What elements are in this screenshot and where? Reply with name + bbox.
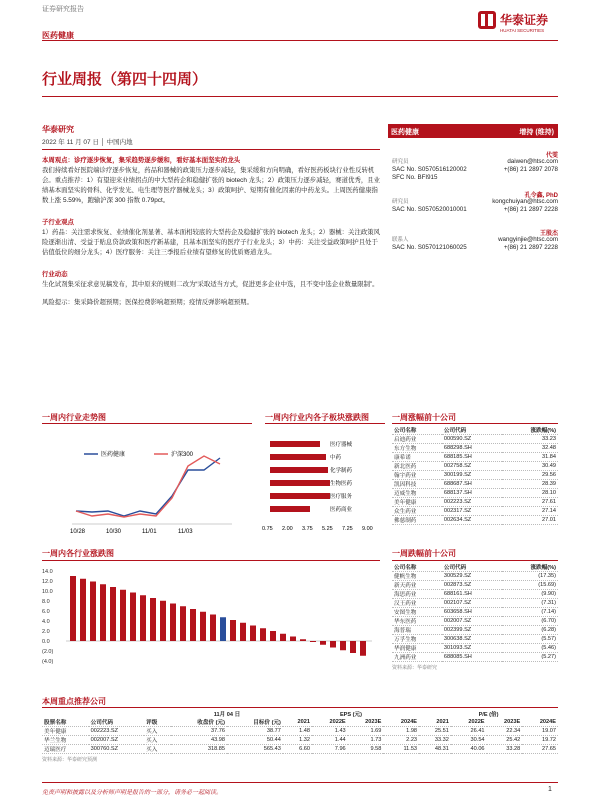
industry-bar: [230, 620, 236, 641]
industry-bar: [350, 641, 356, 653]
table-row: 众生药业 002317.SZ 27.14: [394, 508, 556, 515]
sub-text: 1）药品：关注需求恢复、业绩催化剂显著、基本面相较底的大型药企及稳健扩张的 biotech 龙头；2）器械：关注政策风险逐渐出清、受益于贴息贷款政策和医疗新基建，且基本面坚实的医疗子行业龙头；3）中药：关注受益政策呵护且处于估值低位的细分龙头；4）医疗服务：关注三季报后业绩有望修复的优质赛道龙头。: [42, 229, 381, 256]
bar: [270, 454, 326, 460]
gainers-table: [392, 426, 558, 525]
table-row: 健帆生物 300529.SZ (17.35): [394, 573, 556, 580]
industry-bar: [120, 590, 126, 641]
x-tick-label: 7.25: [342, 526, 353, 532]
losers-rule: [392, 560, 558, 561]
view-heading: 本周观点：诊疗逐步恢复，集采趋势逐步缓和，看好基本面坚实的龙头: [42, 157, 241, 164]
industry-bar: [110, 587, 116, 641]
line-chart: [42, 426, 252, 536]
bar: [270, 480, 330, 486]
category-label: 医药商业: [330, 507, 353, 513]
series-line-2: [76, 456, 220, 517]
analyst-email: daiwen@htsc.com: [507, 158, 558, 165]
table-row: 九洲药业 688085.SH (5.27): [394, 654, 556, 661]
pe-label: P/E (倍): [478, 712, 499, 718]
bar: [270, 441, 320, 447]
analyst-email: wangyinjie@htsc.com: [498, 236, 558, 243]
losers-table: [392, 563, 558, 671]
analyst-role: 研究员: [392, 159, 409, 165]
x-tick-label: 9.00: [362, 526, 373, 532]
footer-disclaimer: 免责声明和披露以及分析师声明是报告的一部分，请务必一起阅读。: [42, 790, 223, 796]
industry-bar: [200, 612, 206, 641]
col-header: 2023E: [365, 719, 382, 725]
col-header: 公司名称: [394, 565, 417, 571]
x-tick-label: 10/28: [70, 529, 86, 535]
table-row: 佛慈制药 002634.SZ 27.01: [394, 517, 556, 524]
industry-bar: [160, 601, 166, 641]
col-header: 2021: [436, 719, 449, 725]
industry-bar: [100, 584, 106, 641]
table-row: 启迪药业 000590.SZ 33.23: [394, 436, 556, 443]
table-row: 华润健康 301093.SZ (5.46): [394, 645, 556, 652]
table-row: 东方生物 688298.SH 32.48: [394, 445, 556, 452]
analyst-name: 孔令鑫, PhD: [524, 193, 558, 199]
table-row: 华兰生物 002007.SZ 买入 43.98 50.44 1.32 1.44 1.73 2.23 33.32 30.54 25.42 19.72: [44, 737, 556, 744]
industry-bar: [250, 626, 256, 642]
col-header: 收盘价 (元): [197, 720, 225, 726]
industry-bar: [330, 641, 336, 648]
industry-bar: [310, 641, 316, 642]
analyst-sac: SAC No. S0570516120002: [392, 166, 467, 173]
col-header: 公司代码: [443, 428, 467, 434]
risk-text: 风险提示：集采降价超预期；医保控费影响超预期；疫情反弹影响超预期。: [42, 299, 253, 306]
x-tick-label: 3.75: [302, 526, 313, 532]
industry-bar: [70, 576, 76, 641]
col-header: 2024E: [400, 719, 418, 725]
table-row: 安图生物 603658.SH (7.14): [394, 609, 556, 616]
table-row: 新北医药 002758.SZ 30.49: [394, 463, 556, 470]
x-tick-label: 10/30: [106, 529, 122, 535]
y-tick-label: 12.0: [42, 579, 53, 585]
y-tick-label: 14.0: [42, 569, 53, 575]
subsector-bar-chart: [262, 428, 392, 538]
sidebar-header: [388, 124, 558, 138]
chart2-title: 一周内行业内各子板块涨跌图: [265, 413, 369, 422]
x-tick-label: 5.25: [322, 526, 333, 532]
doc-type: 证券研究报告: [42, 6, 84, 13]
table-row: 康希诺 688185.SH 31.84: [394, 454, 556, 461]
y-tick-label: 10.0: [42, 589, 53, 595]
col-header: 股票名称: [44, 720, 67, 726]
dyn-text: 生化试剂集采征求意见稿发布，其中原来的规则二改为“采取适当方式，促进更多企业中选，且不变中选企业数量限制”。: [42, 281, 379, 288]
col-header: 2022E: [329, 719, 346, 725]
x-tick-label: 11/01: [142, 529, 157, 535]
analyst-block-2: [392, 190, 558, 214]
industry-bar: [280, 634, 286, 641]
source-note: 资料来源：华泰研究: [392, 665, 438, 671]
losers-title: 一周跌幅前十公司: [392, 549, 456, 558]
analyst-sfc: SFC No. BFI915: [392, 174, 438, 181]
industry-bar: [290, 637, 296, 642]
table-row: 新天药业 002873.SZ (15.69): [394, 582, 556, 589]
brand-cn: 华泰证券: [500, 13, 549, 27]
col-header: 涨跌幅(%): [530, 428, 556, 434]
y-tick-label: (2.0): [42, 649, 54, 655]
body-text: [42, 156, 380, 308]
table-row: 翰宇药业 300199.SZ 29.56: [394, 472, 556, 479]
y-tick-label: 2.0: [42, 629, 50, 635]
analyst-role: 联系人: [392, 237, 409, 243]
title-rule: [42, 96, 558, 97]
sidebar-industry: 医药健康: [391, 129, 419, 136]
x-tick-label: 11/03: [178, 529, 193, 535]
col-header: 公司代码: [90, 720, 114, 726]
eps-label: EPS (元): [339, 712, 363, 718]
analyst-name: 王殷杰: [539, 231, 558, 237]
col-header: 涨跌幅(%): [530, 565, 556, 571]
bar: [270, 506, 310, 512]
table-row: 美年健康 002223.SZ 27.61: [394, 499, 556, 506]
industry-bars: [70, 576, 366, 656]
y-tick-label: 6.0: [42, 609, 50, 615]
industry-bar: [90, 582, 96, 642]
col-header: 目标价 (元): [253, 720, 281, 726]
x-tick-label: 2.00: [282, 526, 293, 532]
table-row: 海普瑞 002399.SZ (6.28): [394, 627, 556, 634]
analyst-name: 代雯: [545, 153, 558, 159]
industry-bar: [170, 604, 176, 642]
bar: [270, 467, 328, 473]
analyst-sac: SAC No. S0570121060025: [392, 244, 467, 251]
y-tick-label: 4.0: [42, 619, 50, 625]
table-row: 华东医药 002007.SZ (6.70): [394, 618, 556, 625]
industry-bar: [80, 579, 86, 641]
col-header: 2023E: [504, 719, 521, 725]
industry-bar-chart: [42, 565, 380, 675]
y-tick-label: (4.0): [42, 659, 54, 665]
report-date: 2022 年 11 月 07 日 │ 中国内地: [42, 139, 133, 146]
chart1-title: 一周内行业走势图: [42, 413, 106, 422]
table-row: 迈瑞医疗 300760.SZ 买入 318.85 565.43 6.60 7.96 9.58 11.53 48.31 40.06 33.28 27.65: [44, 746, 556, 753]
chart1-rule: [42, 423, 252, 424]
source-note: 资料来源：华泰研究预测: [42, 757, 98, 763]
analyst-block-3: [392, 228, 558, 252]
industry-bar: [360, 641, 366, 656]
analyst-phone: +(86) 21 2897 2228: [503, 206, 558, 213]
gainers-title: 一周涨幅前十公司: [392, 413, 456, 422]
dyn-heading: 行业动态: [42, 271, 68, 278]
industry-bar: [240, 623, 246, 641]
analyst-role: 研究员: [392, 199, 409, 205]
table-row: 凯因科技 688687.SH 28.39: [394, 481, 556, 488]
category-label: 化学制药: [330, 468, 353, 474]
industry-bar: [340, 641, 346, 650]
report-title: 行业周报（第四十四周）: [42, 71, 208, 88]
legend-label-2: 沪深300: [171, 452, 194, 458]
category-label: 医疗器械: [330, 442, 353, 448]
org-name: 华泰研究: [42, 125, 74, 134]
table-row: 美年健康 002223.SZ 买入 37.76 38.77 1.48 1.43 1.69 1.98 25.51 26.41 22.34 19.07: [44, 728, 556, 735]
recommend-rule: [42, 707, 558, 708]
industry-bar: [270, 631, 276, 641]
analyst-phone: +(86) 21 2897 2078: [503, 166, 558, 173]
date-rule: [42, 149, 380, 150]
y-tick-label: 0.0: [42, 639, 50, 645]
gainers-rule: [392, 423, 558, 424]
header-rule: [42, 40, 558, 41]
industry-bar: [320, 641, 326, 645]
industry-bar: [180, 606, 186, 641]
col-header: 2021: [297, 719, 310, 725]
table-row: 万孚生物 300638.SZ (5.57): [394, 636, 556, 643]
category-tag: 医药健康: [42, 31, 74, 40]
sidebar-rating: 增持 (维持): [519, 129, 554, 136]
industry-bar: [260, 628, 266, 641]
y-tick-label: 8.0: [42, 599, 50, 605]
analyst-block-1: [392, 150, 558, 181]
category-label: 中药: [330, 455, 342, 461]
table-row: 汉王药业 002107.SZ (7.31): [394, 600, 556, 607]
col-header: 公司名称: [394, 428, 417, 434]
series-line-1: [76, 458, 220, 516]
analyst-sac: SAC No. S0570520010001: [392, 206, 467, 213]
footer-rule: [42, 782, 558, 783]
chart3-rule: [42, 560, 380, 561]
analyst-email: kongchuiyan@htsc.com: [492, 198, 558, 205]
industry-bar: [300, 639, 306, 641]
brand-logo: [478, 11, 496, 29]
recommend-table: [42, 710, 558, 763]
page-number: 1: [548, 786, 552, 793]
col-header: 公司代码: [443, 565, 467, 571]
chart3-title: 一周内各行业涨跌图: [42, 549, 114, 558]
industry-bar: [140, 595, 146, 641]
legend-label-1: 医药健康: [101, 452, 126, 458]
industry-bar: [150, 598, 156, 641]
view-text: 我们持续看好医院端诊疗逐步恢复，药品和器械的政策压力逐步减轻，集采缓和方向明确，看好医药板块行业性反转机会。重点推荐：1）有望迎来业绩拐点的中大型药企和稳健扩张的 biotech 龙头；2）政策压力逐步减轻，赛道优秀，且业绩基本面坚实的骨科、化学发光、电生理等医疗器械龙头；3）政策呵护、短期有催化因素的中药龙头。上周医药健康指数上涨 5.59%，跑输沪深 300 指数 0.79pct。: [42, 167, 381, 204]
category-label: 医疗服务: [330, 494, 353, 500]
recommend-title: 本周重点推荐公司: [42, 697, 106, 706]
x-tick-label: 0.75: [262, 526, 273, 532]
table-row: 迈威生物 688137.SH 28.10: [394, 490, 556, 497]
price-date-label: 11月 04 日: [213, 712, 241, 718]
col-header: 2022E: [468, 719, 485, 725]
col-header: 2024E: [539, 719, 556, 725]
chart2-rule: [265, 423, 385, 424]
industry-bar: [190, 609, 196, 641]
bar: [270, 493, 330, 499]
industry-bar: [130, 593, 136, 642]
table-row: 海思药业 688161.SH (9.90): [394, 591, 556, 598]
industry-bar: [210, 615, 216, 642]
category-label: 生物医药: [330, 481, 353, 487]
industry-bar: [220, 617, 226, 641]
brand-en: HUATAI SECURITIES: [500, 28, 545, 33]
analyst-phone: +(86) 21 2897 2228: [503, 244, 558, 251]
sub-heading: 子行业观点: [42, 219, 74, 226]
col-header: 评级: [146, 720, 158, 726]
